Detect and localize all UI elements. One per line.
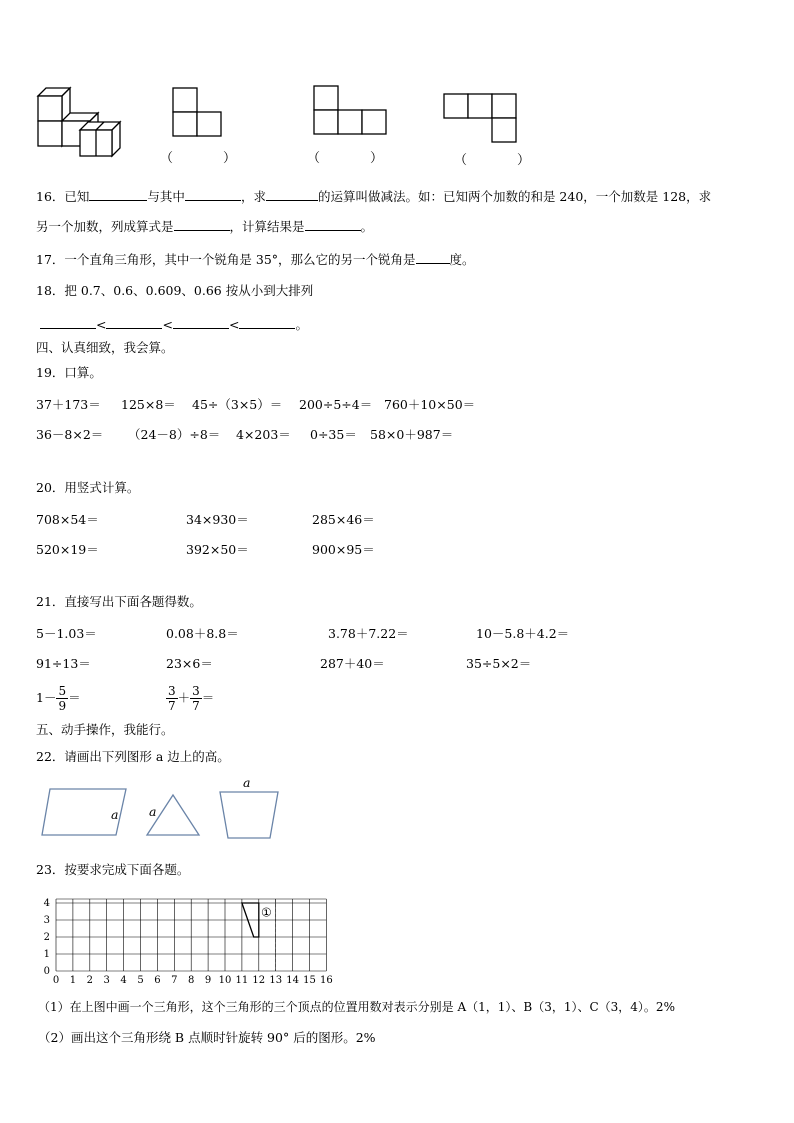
calc-item: 4×203＝ — [236, 427, 291, 442]
question-17: 17．一个直角三角形，其中一个锐角是 35°，那么它的另一个锐角是 度。 — [36, 252, 475, 267]
calc-item: 392×50＝ — [186, 542, 249, 557]
answer-blank[interactable] — [239, 316, 295, 329]
coordinate-grid — [40, 890, 333, 990]
calc-item: 91÷13＝ — [36, 656, 91, 671]
calc-item: 58×0＋987＝ — [370, 427, 454, 442]
calc-item: 708×54＝ — [36, 512, 99, 527]
question-19-title: 19．口算。 — [36, 365, 102, 380]
x-tick-label: 2 — [86, 975, 93, 986]
question-18-answer-row: < < < 。 — [40, 316, 308, 333]
shape-1-label: ① — [261, 905, 272, 920]
question-22-title: 22．请画出下列图形 a 边上的高。 — [36, 749, 230, 764]
calc-item: 0.08＋8.8＝ — [166, 626, 239, 641]
calc-item: 760＋10×50＝ — [384, 397, 476, 412]
view-figure-3 — [443, 93, 519, 145]
view-figure-2 — [313, 85, 389, 137]
cube-stack-figure — [36, 86, 126, 158]
x-tick-label: 16 — [320, 975, 333, 986]
y-tick-label: 0 — [43, 966, 50, 977]
question-20-title: 20．用竖式计算。 — [36, 480, 140, 495]
x-tick-label: 1 — [69, 975, 77, 986]
calc-item: （24－8）÷8＝ — [128, 427, 221, 442]
y-tick-label: 3 — [43, 915, 50, 926]
calc-item: 5－1.03＝ — [36, 626, 97, 641]
fraction: $\frac{3}{7}$ — [168, 684, 176, 713]
calc-item: 45÷（3×5）＝ — [192, 397, 283, 412]
y-tick-label: 1 — [43, 949, 50, 960]
side-label-a: a — [243, 775, 251, 790]
calc-item: 520×19＝ — [36, 542, 99, 557]
trapezoid-figure — [218, 790, 282, 842]
x-tick-label: 5 — [137, 975, 144, 986]
x-tick-label: 9 — [204, 975, 212, 986]
x-tick-label: 11 — [235, 975, 249, 986]
calc-item: 36－8×2＝ — [36, 427, 104, 442]
answer-blank[interactable] — [174, 218, 230, 231]
answer-blank[interactable] — [40, 316, 96, 329]
section-5-heading: 五、动手操作，我能行。 — [36, 722, 174, 737]
answer-paren-3[interactable]: （ ） — [454, 153, 531, 168]
x-tick-label: 12 — [252, 975, 266, 986]
calc-item: 10－5.8＋4.2＝ — [476, 626, 570, 641]
y-tick-label: 2 — [43, 932, 50, 943]
fraction-expression-2: $\frac{3}{7}$ ＋ $\frac{3}{7}$ ＝ — [168, 684, 215, 713]
answer-blank[interactable] — [416, 251, 450, 264]
section-4-heading: 四、认真细致，我会算。 — [36, 340, 174, 355]
question-21-title: 21．直接写出下面各题得数。 — [36, 594, 202, 609]
answer-blank[interactable] — [305, 218, 361, 231]
calc-item: 125×8＝ — [121, 397, 176, 412]
answer-blank[interactable] — [266, 188, 318, 201]
x-tick-label: 15 — [303, 975, 316, 986]
x-tick-label: 13 — [269, 975, 283, 986]
question-16-line2: 另一个加数，列成算式是 ，计算结果是 。 — [36, 219, 374, 234]
fraction: $\frac{3}{7}$ — [192, 684, 200, 713]
answer-blank[interactable] — [185, 188, 241, 201]
calc-item: 37＋173＝ — [36, 397, 101, 412]
question-23-part2: （2）画出这个三角形绕 B 点顺时针旋转 90° 后的图形。2% — [38, 1030, 376, 1045]
answer-blank[interactable] — [106, 316, 162, 329]
answer-paren-1[interactable]: （ ） — [160, 151, 237, 166]
x-tick-label: 7 — [171, 975, 178, 986]
calc-item: 287＋40＝ — [320, 656, 385, 671]
question-16-line1: 16．已知 与其中 ，求 的运算叫做减法。如：已知两个加数的和是 240，一个加数是 128，求 — [36, 189, 712, 204]
answer-paren-2[interactable]: （ ） — [307, 151, 384, 166]
calc-item: 35÷5×2＝ — [466, 656, 532, 671]
y-tick-label: 4 — [43, 898, 50, 909]
fraction-expression-1: 1－ $\frac{5}{9}$ ＝ — [36, 684, 81, 713]
x-tick-label: 0 — [52, 975, 60, 986]
x-tick-label: 8 — [188, 975, 195, 986]
side-label-a: a — [111, 807, 119, 822]
calc-item: 200÷5÷4＝ — [299, 397, 373, 412]
x-tick-label: 10 — [218, 975, 232, 986]
answer-blank[interactable] — [89, 188, 147, 201]
calc-item: 23×6＝ — [166, 656, 213, 671]
calc-item: 285×46＝ — [312, 512, 375, 527]
x-tick-label: 6 — [154, 975, 161, 986]
calc-item: 34×930＝ — [186, 512, 249, 527]
calc-item: 3.78＋7.22＝ — [328, 626, 409, 641]
question-23-title: 23．按要求完成下面各题。 — [36, 862, 190, 877]
side-label-a: a — [149, 804, 157, 819]
x-tick-label: 4 — [120, 975, 127, 986]
question-18: 18．把 0.7、0.6、0.609、0.66 按从小到大排列 — [36, 283, 314, 298]
x-tick-label: 14 — [286, 975, 299, 986]
calc-item: 0÷35＝ — [310, 427, 357, 442]
question-23-part1: （1）在上图中画一个三角形，这个三角形的三个顶点的位置用数对表示分别是 A（1，1）、B（3，1）、C（3，4）。2% — [38, 1000, 675, 1014]
x-tick-label: 3 — [103, 975, 110, 986]
view-figure-1 — [172, 87, 224, 139]
fraction: $\frac{5}{9}$ — [58, 684, 67, 713]
calc-item: 900×95＝ — [312, 542, 375, 557]
answer-blank[interactable] — [173, 316, 229, 329]
